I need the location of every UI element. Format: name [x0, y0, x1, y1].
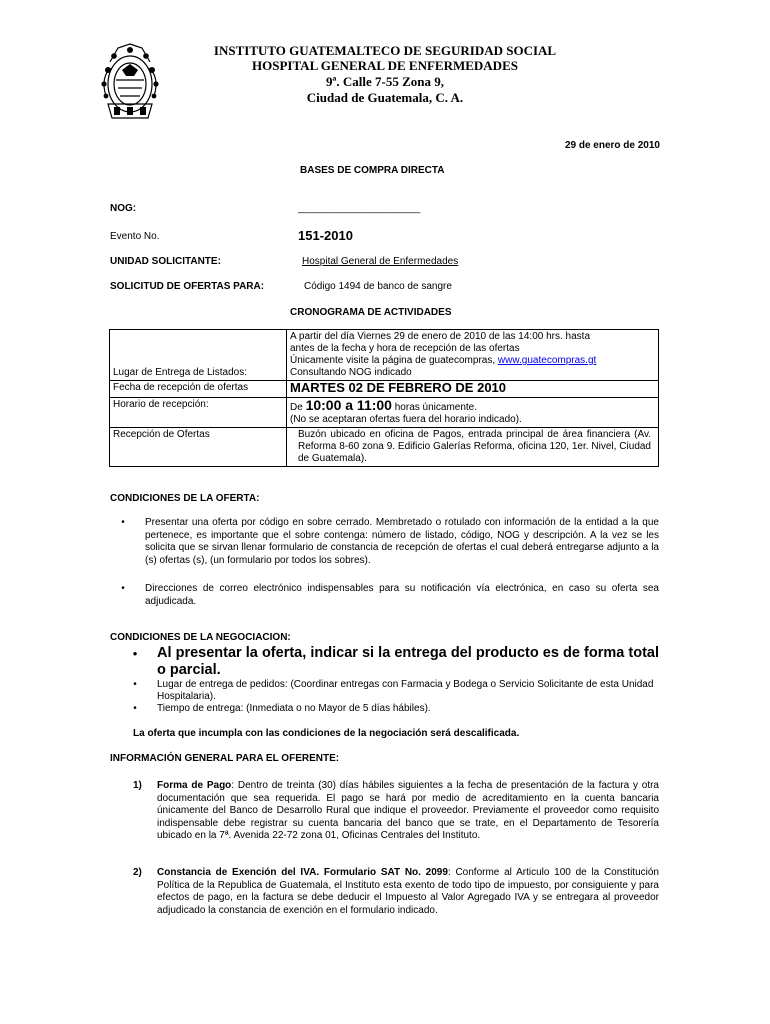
- unidad-label: UNIDAD SOLICITANTE:: [110, 256, 221, 267]
- row-value-recepcion: [287, 428, 659, 467]
- negociacion-highlight: Al presentar la oferta, indicar si la entrega del producto es de forma total o parcial.: [157, 645, 659, 678]
- document-date: 29 de enero de 2010: [564, 140, 660, 151]
- row-value-fecha: [287, 381, 659, 398]
- recepcion-value: Buzón ubicado en oficina de Pagos, entrada principal de área financiera (Av. Reforma 8-60 zona 9. Edificio Galerías Reforma, oficina 120, 1er. Nivel, Ciudad de Guatemala).: [298, 429, 651, 464]
- cronograma-title: CRONOGRAMA DE ACTIVIDADES: [290, 307, 452, 318]
- bullet-icon: •: [133, 679, 137, 690]
- forma-de-pago: [157, 780, 659, 843]
- horario-time: 10:00 a 11:00: [305, 397, 392, 413]
- oferta-condition-2: Direcciones de correo electrónico indispensables para su notificación vía electrónica, en caso su oferta sea adjudicada.: [145, 583, 659, 607]
- bullet-icon: •: [121, 517, 125, 528]
- row-label-lugar: [110, 330, 287, 381]
- informacion-general-title: INFORMACIÓN GENERAL PARA EL OFERENTE:: [110, 753, 340, 764]
- solicitud-value: Código 1494 de banco de sangre: [304, 281, 452, 292]
- lugar-line3-text: Únicamente visite la página de guatecompras,: [290, 355, 498, 366]
- header-hospital: HOSPITAL GENERAL DE ENFERMEDADES: [252, 58, 518, 73]
- recepcion-label: Recepción de Ofertas: [113, 429, 210, 440]
- fecha-value: MARTES 02 DE FEBRERO DE 2010: [290, 380, 507, 395]
- header-address: 9ª. Calle 7-55 Zona 9,: [325, 74, 444, 89]
- horario-pre: De: [290, 402, 306, 413]
- table-row: [110, 330, 659, 381]
- oferta-condition-1: Presentar una oferta por código en sobre cerrado. Membretado o rotulado con información de la entidad a la que pertenece, es importante que el sobre contenga: número de listado, código, NOG y descripción. A la vez se les solicita que se sirvan llenar formulario de constancia de recepción de ofertas el cual deberá entregarse adjunto a la (s) ofertas (s), (un formulario por todos los sobres).: [145, 517, 659, 566]
- evento-value: 151-2010: [298, 228, 353, 243]
- document-title: BASES DE COMPRA DIRECTA: [300, 165, 445, 176]
- item-number: 2): [133, 867, 142, 878]
- lugar-line3: [290, 355, 655, 367]
- cronograma-table: [109, 329, 659, 467]
- forma-de-pago-text: : Dentro de treinta (30) días hábiles siguientes a la fecha de presentación de la factura y otra documentación que sea requerida. El pago se hará por medio de acreditamiento en la cuenta bancaria únicamente del Banco de Desarrollo Rural que indique el proveedor. Previamente el proveedor como requisito indispensable debe registrar su cuenta bancaria del banco que se trate, en el Departamento de Tesorería ubicado en la 7ª. Avenida 22-72 zona 01, Oficinas Centrales del Instituto.: [157, 780, 659, 841]
- negociacion-item-1: Lugar de entrega de pedidos: (Coordinar entregas con Farmacia y Bodega o Servicio Solicitante de esta Unidad Hospitalaria).: [157, 679, 654, 702]
- condiciones-oferta-title: CONDICIONES DE LA OFERTA:: [110, 493, 260, 504]
- constancia-exencion-iva: [157, 867, 659, 917]
- solicitud-label: SOLICITUD DE OFERTAS PARA:: [110, 281, 265, 292]
- horario-post: horas únicamente.: [391, 402, 478, 413]
- constancia-text: : Conforme al Articulo 100 de la Constitución Política de la Republica de Guatemala, el Instituto esta exento de todo tipo de impuesto, por consiguiente y para efectos de pago, en la factura se debe deducir el Impuesto al Valor Agregado IVA y se entregara al proveedor adjudicado la constancia de exención en el formulario indicado.: [157, 867, 659, 916]
- bullet-icon: •: [132, 646, 138, 661]
- condiciones-negociacion-title: CONDICIONES DE LA NEGOCIACION:: [110, 632, 291, 643]
- constancia-heading: Constancia de Exención del IVA. Formulario SAT No. 2099: [157, 867, 448, 878]
- negociacion-warning: La oferta que incumpla con las condiciones de la negociación será descalificada.: [133, 728, 520, 739]
- lugar-line1: A partir del día Viernes 29 de enero de 2010 de las 14:00 hrs. hasta: [290, 331, 591, 342]
- row-label-recepcion: [110, 428, 287, 467]
- row-value-lugar: [287, 330, 659, 381]
- lugar-line2: antes de la fecha y hora de recepción de las ofertas: [290, 343, 520, 354]
- forma-de-pago-heading: Forma de Pago: [157, 780, 232, 791]
- lugar-line4: Consultando NOG indicado: [290, 367, 412, 378]
- nog-label: NOG:: [110, 203, 137, 214]
- nog-value: ______________________: [298, 203, 421, 214]
- item-number: 1): [133, 780, 142, 791]
- row-value-horario: [287, 398, 659, 428]
- negociacion-item-2: Tiempo de entrega: (Inmediata o no Mayor de 5 días hábiles).: [157, 703, 431, 714]
- table-row: [110, 381, 659, 398]
- table-row: [110, 398, 659, 428]
- header-city: Ciudad de Guatemala, C. A.: [306, 90, 464, 105]
- unidad-value: Hospital General de Enfermedades: [302, 256, 459, 267]
- bullet-icon: •: [121, 583, 125, 594]
- row-label-fecha: [110, 381, 287, 398]
- lugar-label: Lugar de Entrega de Listados:: [113, 367, 247, 378]
- table-row: [110, 428, 659, 467]
- header-institution: INSTITUTO GUATEMALTECO DE SEGURIDAD SOCIAL: [213, 43, 557, 58]
- evento-label: Evento No.: [110, 231, 160, 242]
- fecha-label: Fecha de recepción de ofertas: [113, 382, 249, 393]
- horario-line1: [290, 399, 655, 414]
- horario-label: Horario de recepción:: [113, 399, 209, 410]
- horario-note: (No se aceptaran ofertas fuera del horario indicado).: [290, 414, 522, 425]
- bullet-icon: •: [133, 703, 137, 714]
- guatecompras-link[interactable]: www.guatecompras.gt: [497, 355, 597, 366]
- row-label-horario: [110, 398, 287, 428]
